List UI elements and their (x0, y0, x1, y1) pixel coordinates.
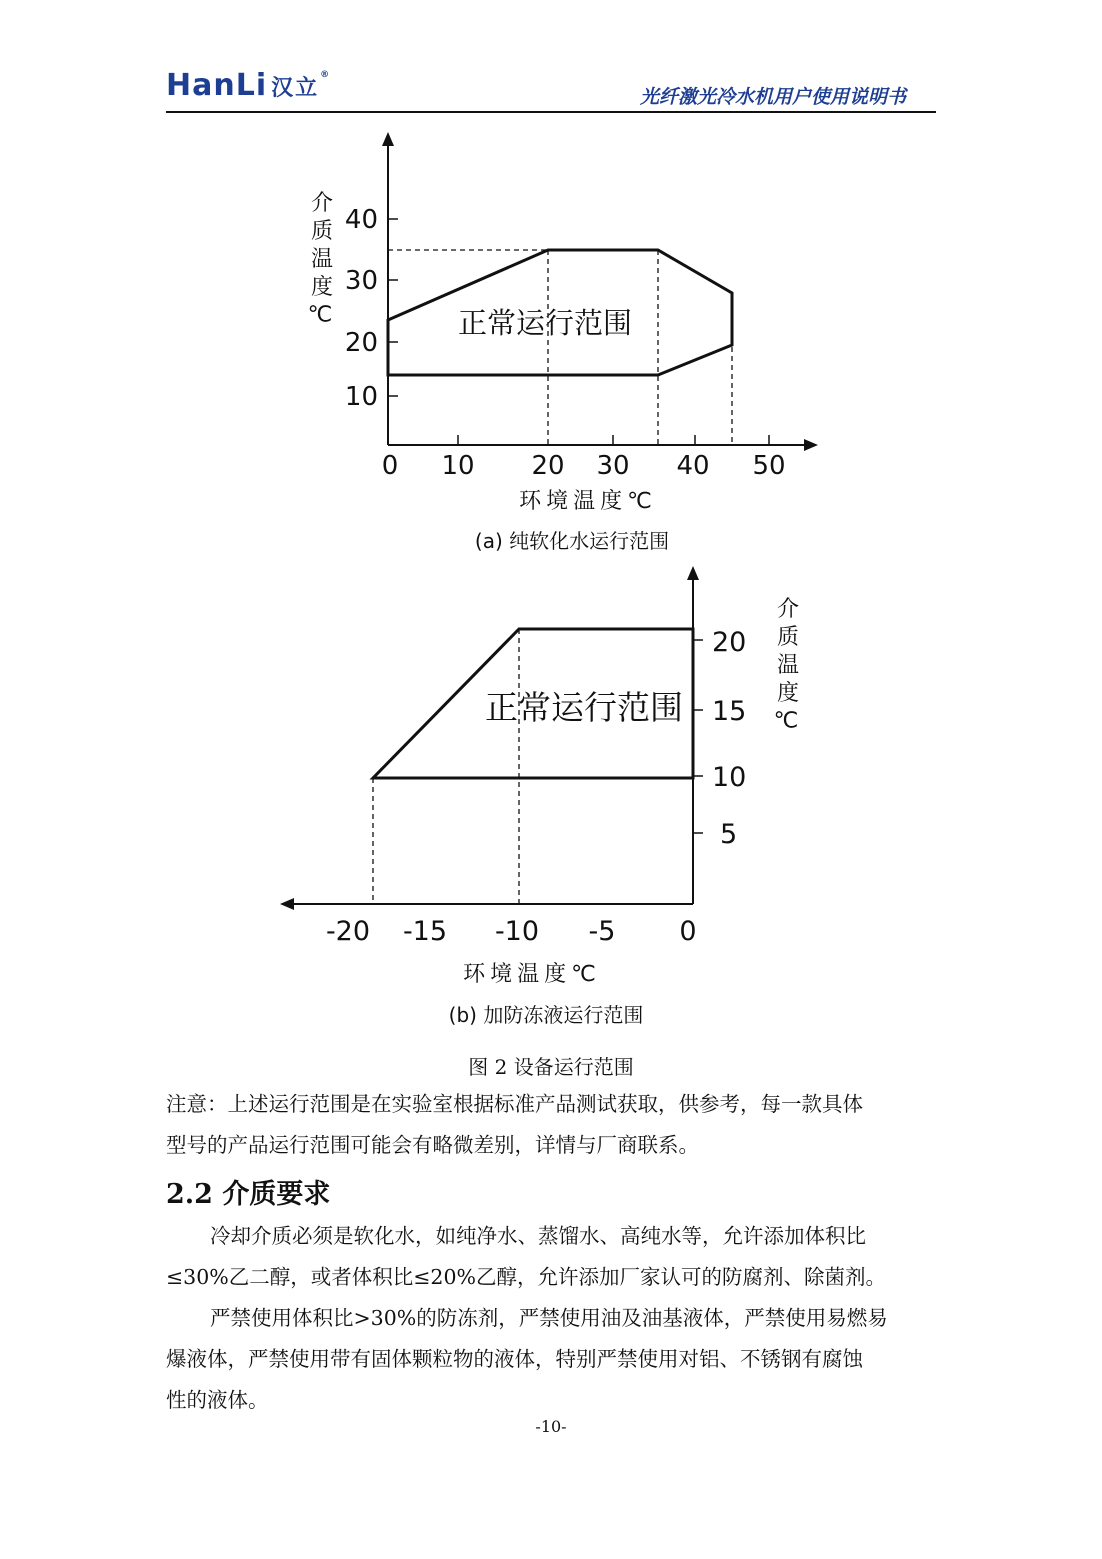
chart-b-y-arrow (687, 566, 699, 580)
chart-b-xtick-m15: -15 (402, 916, 448, 947)
section-p1-line-1: 冷却介质必须是软化水，如纯净水、蒸馏水、高纯水等，允许添加体积比 (210, 1224, 866, 1248)
chart-b-xtick-m20: -20 (325, 916, 371, 947)
chart-b-ytick-15: 15 (712, 696, 747, 727)
section-p2-line-1: 严禁使用体积比>30%的防冻剂，严禁使用油及油基液体，严禁使用易燃易 (210, 1306, 888, 1330)
chart-b-xtick-0: 0 (679, 916, 697, 947)
chart-a-xtick-10: 10 (441, 451, 475, 481)
chart-a-region-label: 正常运行范围 (457, 306, 633, 340)
figure-caption: 图 2 设备运行范围 (468, 1055, 634, 1079)
chart-a-xtick-20: 20 (531, 451, 565, 481)
chart-b (280, 566, 799, 987)
chart-b-xtick-m10: -10 (494, 916, 540, 947)
document-title: 光纤激光冷水机用户使用说明书 (639, 86, 906, 108)
section-p2-line-3: 性的液体。 (166, 1388, 269, 1412)
section-p1-line-2: ≤30%乙二醇，或者体积比≤20%乙醇，允许添加厂家认可的防腐剂、除菌剂。 (166, 1265, 886, 1289)
chart-a-xtick-30: 30 (596, 451, 630, 481)
chart-b-ytick-5: 5 (720, 819, 738, 850)
section-p2-line-2: 爆液体，严禁使用带有固体颗粒物的液体，特别严禁使用对铝、不锈钢有腐蚀 (166, 1347, 863, 1371)
chart-a-ytick-20: 20 (344, 328, 378, 358)
logo-text: HanLi (166, 68, 268, 103)
chart-b-caption: (b) 加防冻液运行范围 (448, 1003, 644, 1027)
chart-a-xtick-50: 50 (752, 451, 786, 481)
chart-a-x-arrow (804, 439, 818, 451)
chart-a-y-arrow (382, 132, 394, 146)
chart-b-xtick-m5: -5 (588, 916, 616, 947)
registered-mark: ® (320, 70, 331, 80)
chart-b-x-arrow (280, 898, 294, 910)
chart-a-ytick-30: 30 (344, 266, 378, 296)
note-line-1: 注意：上述运行范围是在实验室根据标准产品测试获取，供参考，每一款具体 (166, 1092, 863, 1116)
chart-b-ytick-10: 10 (712, 762, 747, 793)
chart-a-xtick-0: 0 (381, 451, 399, 481)
page-number: -10- (535, 1417, 567, 1436)
chart-a-xtick-40: 40 (676, 451, 710, 481)
logo-chinese: 汉立 (271, 75, 320, 101)
note-line-2: 型号的产品运行范围可能会有略微差别，详情与厂商联系。 (166, 1133, 699, 1157)
chart-a-ytick-40: 40 (344, 205, 378, 235)
chart-b-x-label: 环境温度℃ (463, 962, 601, 987)
chart-a-y-label: 介质温度℃ (307, 190, 333, 334)
section-heading: 2.2 介质要求 (166, 1179, 331, 1210)
chart-a-caption: (a) 纯软化水运行范围 (474, 529, 670, 553)
chart-a-ytick-10: 10 (344, 382, 378, 412)
chart-b-ytick-20: 20 (712, 627, 747, 658)
chart-b-y-label: 介质温度℃ (773, 596, 799, 740)
chart-a-x-label: 环境温度℃ (519, 489, 657, 514)
chart-b-region-label: 正常运行范围 (485, 688, 683, 727)
chart-a (308, 132, 819, 514)
